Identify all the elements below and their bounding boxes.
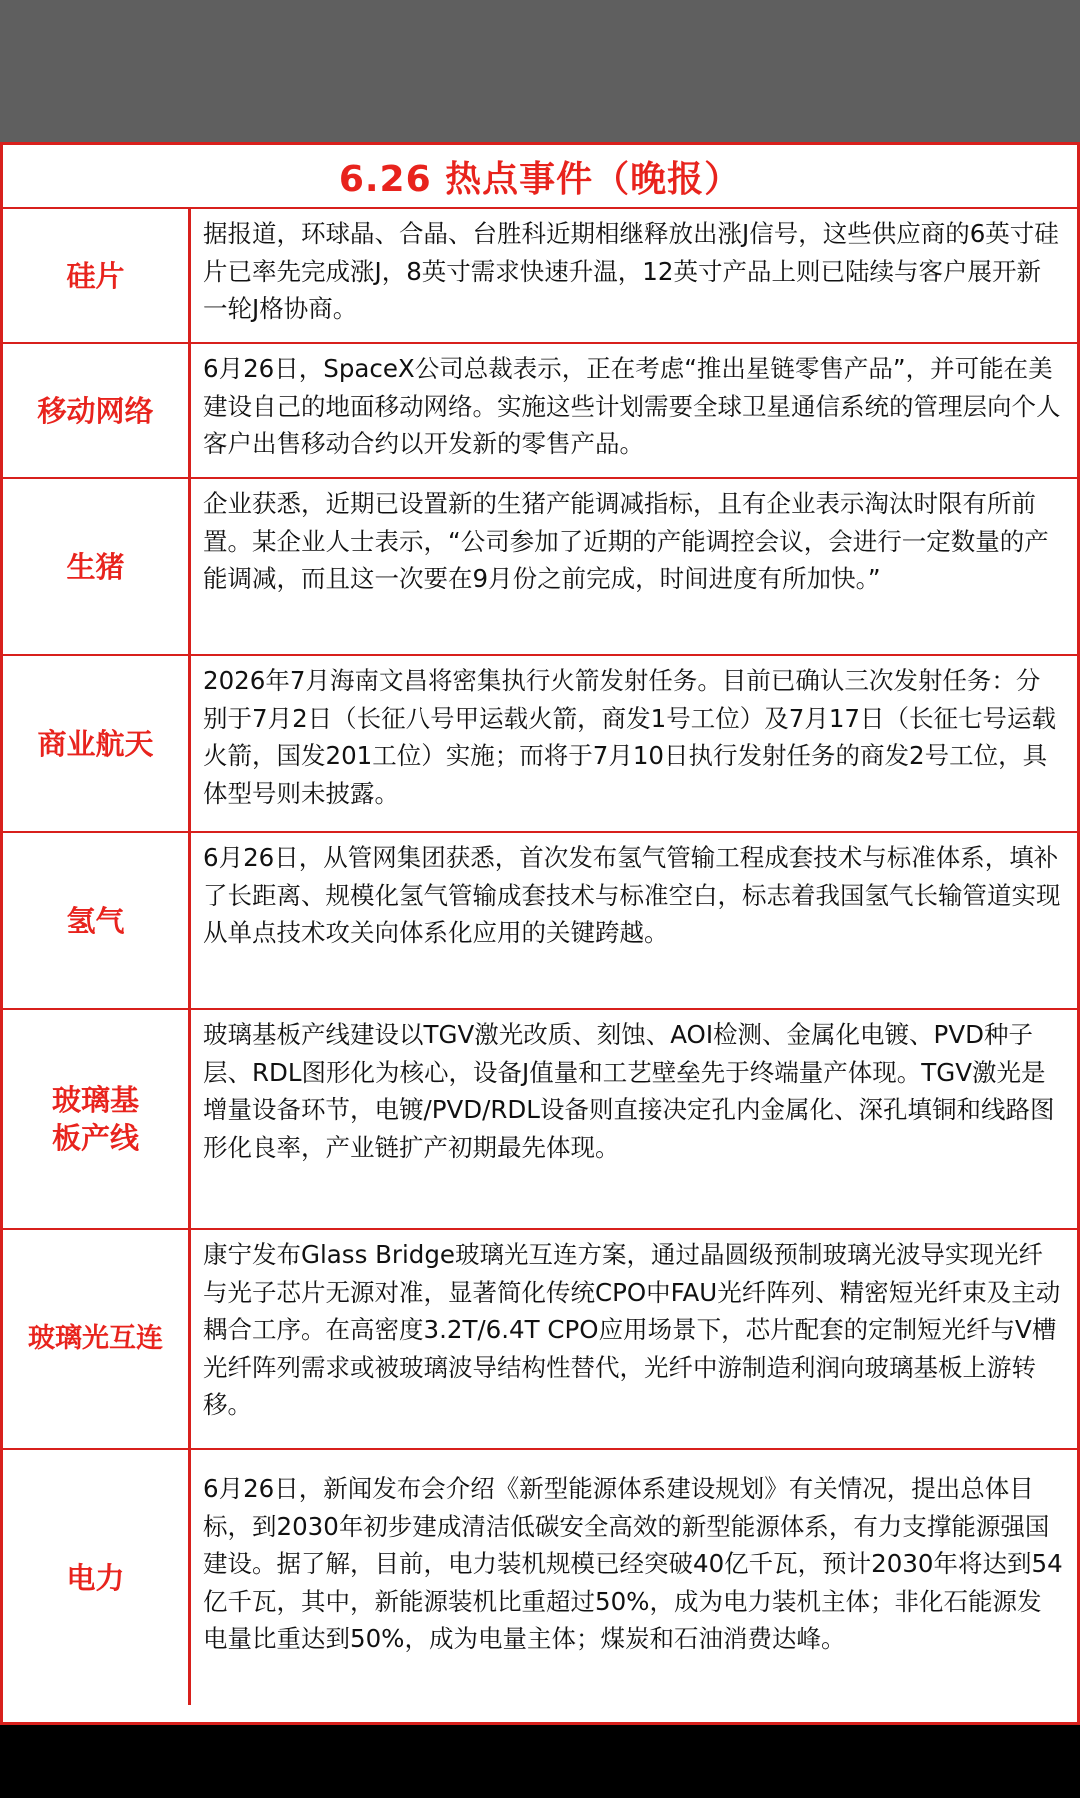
- table-row: [3, 1450, 1077, 1705]
- hot-events-table: [0, 142, 1080, 1725]
- row-content: 玻璃基板产线建设以TGV激光改质、刻蚀、AOI检测、金属化电镀、PVD种子层、RDL图形化为核心，设备J值量和工艺壁垒先于终端量产体现。TGV激光是增量设备环节，电镀/PVD/RDL设备则直接决定孔内金属化、深孔填铜和线路图形化良率，产业链扩产初期最先体现。: [203, 1020, 1055, 1162]
- row-content: 企业获悉，近期已设置新的生猪产能调减指标，且有企业表示淘汰时限有所前置。某企业人士表示，“公司参加了近期的产能调控会议，会进行一定数量的产能调减，而且这一次要在9月份之前完成，时间进度有所加快。”: [203, 489, 1049, 593]
- row-category: 电力: [3, 1450, 191, 1705]
- row-content: 6月26日，新闻发布会介绍《新型能源体系建设规划》有关情况，提出总体目标，到2030年初步建成清洁低碳安全高效的新型能源体系，有力支撑能源强国建设。据了解，目前，电力装机规模已经突破40亿千瓦，预计2030年将达到54亿千瓦，其中，新能源装机比重超过50%，成为电力装机主体；非化石能源发电量比重达到50%，成为电量主体；煤炭和石油消费达峰。: [203, 1474, 1063, 1653]
- row-category: 玻璃基板产线: [3, 1010, 191, 1228]
- row-content: 6月26日，SpaceX公司总裁表示，正在考虑“推出星链零售产品”，并可能在美建设自己的地面移动网络。实施这些计划需要全球卫星通信系统的管理层向个人客户出售移动合约以开发新的零售产品。: [203, 354, 1061, 458]
- row-content: 2026年7月海南文昌将密集执行火箭发射任务。目前已确认三次发射任务：分别于7月2日（长征八号甲运载火箭，商发1号工位）及7月17日（长征七号运载火箭，国发201工位）实施；而将于7月10日执行发射任务的商发2号工位，具体型号则未披露。: [203, 666, 1057, 808]
- table-row: [3, 479, 1077, 656]
- row-content: 康宁发布Glass Bridge玻璃光互连方案，通过晶圆级预制玻璃光波导实现光纤与光子芯片无源对准，显著简化传统CPO中FAU光纤阵列、精密短光纤束及主动耦合工序。在高密度3.2T/6.4T CPO应用场景下，芯片配套的定制短光纤与V槽光纤阵列需求或被玻璃波导结构性替代，光纤中游制造利润向玻璃基板上游转移。: [203, 1240, 1061, 1419]
- page-title: 6.26 热点事件（晚报）: [338, 158, 742, 200]
- table-row: [3, 1010, 1077, 1230]
- row-category: 氢气: [3, 833, 191, 1008]
- row-category: 商业航天: [3, 656, 191, 831]
- row-content: 6月26日，从管网集团获悉，首次发布氢气管输工程成套技术与标准体系，填补了长距离、规模化氢气管输成套技术与标准空白，标志着我国氢气长输管道实现从单点技术攻关向体系化应用的关键跨越。: [203, 843, 1061, 947]
- table-row: [3, 1230, 1077, 1450]
- table-row: [3, 209, 1077, 344]
- table-row: [3, 344, 1077, 479]
- row-category: 玻璃光互连: [3, 1230, 191, 1448]
- table-row: [3, 656, 1077, 833]
- row-category: 生猪: [3, 479, 191, 654]
- row-content: 据报道，环球晶、合晶、台胜科近期相继释放出涨J信号，这些供应商的6英寸硅片已率先完成涨J，8英寸需求快速升温，12英寸产品上则已陆续与客户展开新一轮J格协商。: [203, 219, 1059, 323]
- table-row: [3, 833, 1077, 1010]
- bottom-black-band: [0, 1725, 1080, 1798]
- row-category: 硅片: [3, 209, 191, 342]
- row-category: 移动网络: [3, 344, 191, 477]
- table-title-row: [3, 145, 1077, 209]
- top-gray-band: [0, 0, 1080, 142]
